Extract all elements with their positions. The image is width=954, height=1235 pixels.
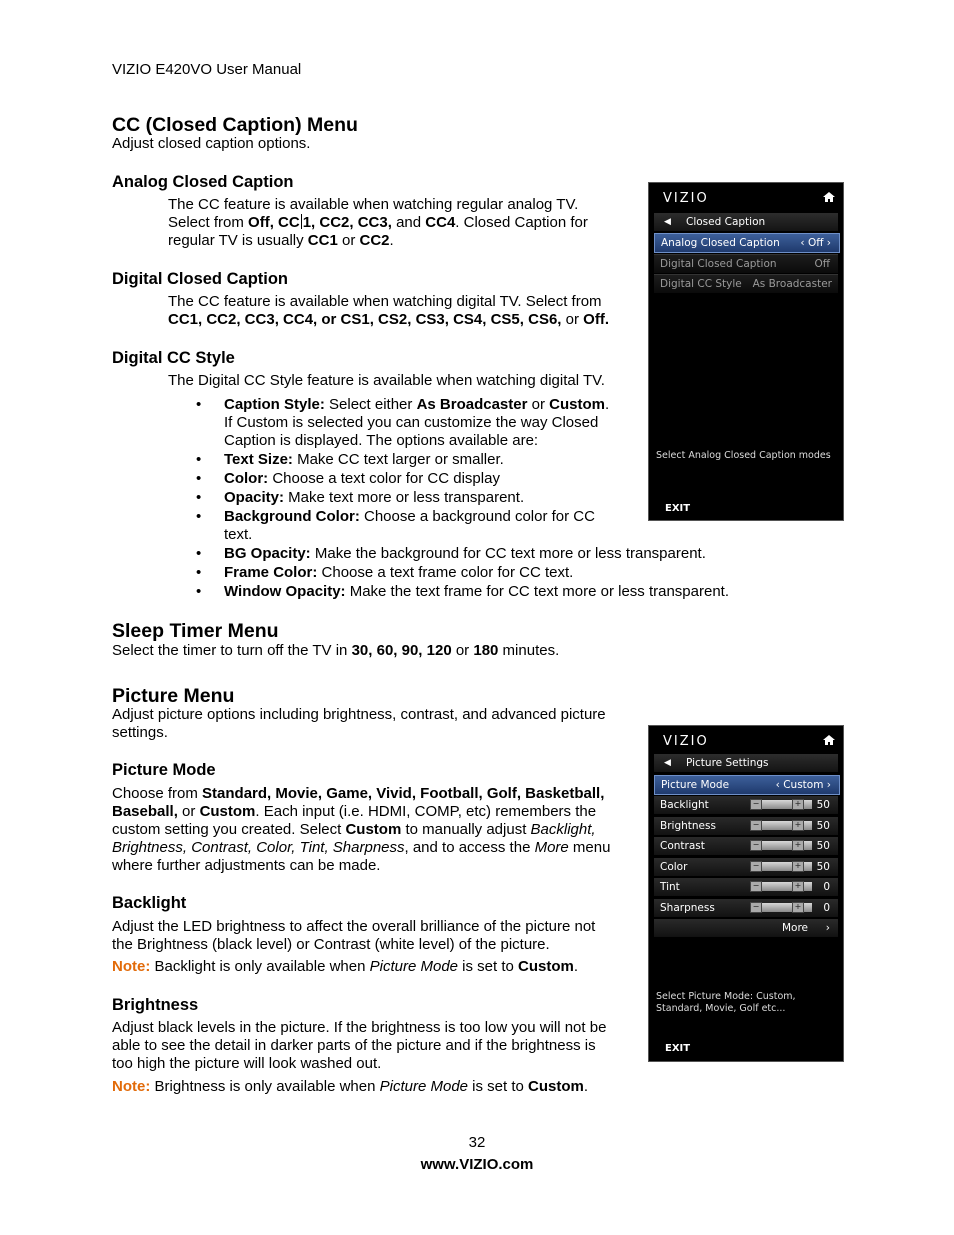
plus-icon: + (792, 799, 804, 810)
brightness-text: Adjust black levels in the picture. If the brightness is too low you will not be able to see the detail in darker parts of the picture and if the brightness is too high the picture will look washed out. Note: Brightness is only available when Picture Mode is set to Custom. (112, 1019, 607, 1095)
arrow-right-icon: › (825, 922, 830, 934)
heading-picture-mode: Picture Mode (112, 761, 216, 779)
help-text: Select Analog Closed Caption modes (656, 450, 831, 461)
menu-row-contrast[interactable]: Contrast − + 50 (654, 837, 838, 855)
minus-icon: − (750, 799, 762, 810)
heading-analog-cc: Analog Closed Caption (112, 173, 294, 191)
bullet: • (196, 396, 202, 413)
bullet: • (196, 489, 202, 506)
backlight-text: Adjust the LED brightness to affect the overall brilliance of the picture not the Brightness (black level) or Contrast (white level) of the picture. Note: Backlight is only available when Picture Mode is set to Custom. (112, 918, 596, 975)
digital-cc-style-text: The Digital CC Style feature is available when watching digital TV. (168, 372, 605, 389)
arrow-right-icon: › (823, 779, 831, 791)
minus-icon: − (750, 902, 762, 913)
minus-icon: − (750, 840, 762, 851)
arrow-right-icon: › (823, 237, 831, 249)
picture-intro: Adjust picture options including brightness, contrast, and advanced picture settings. (112, 706, 606, 741)
plus-icon: + (792, 840, 804, 851)
closed-caption-menu-screenshot (648, 182, 844, 521)
bullet-color: Color: Choose a text color for CC display (224, 470, 500, 487)
menu-row-color[interactable]: Color − + 50 (654, 858, 838, 876)
minus-icon: − (750, 820, 762, 831)
back-arrow-icon: ◀ (664, 758, 671, 768)
bullet-opacity: Opacity: Make text more or less transparent. (224, 489, 525, 506)
bullet-bg-opacity: BG Opacity: Make the background for CC text more or less transparent. (224, 545, 706, 562)
slider[interactable] (750, 821, 812, 830)
bullet: • (196, 545, 202, 562)
menu-row-backlight[interactable]: Backlight − + 50 (654, 796, 838, 814)
heading-backlight: Backlight (112, 894, 187, 912)
bullet-caption-style: Caption Style: Select either As Broadcaster or Custom. If Custom is selected you can customize the way Closed Caption is displayed. The options available are: (224, 396, 610, 449)
arrow-left-icon: ‹ (775, 779, 784, 791)
footer-url[interactable]: www.VIZIO.com (420, 1156, 534, 1173)
exit-button[interactable]: EXIT (665, 503, 691, 514)
sleep-timer-text: Select the timer to turn off the TV in 30, 60, 90, 120 or 180 minutes. (112, 642, 560, 659)
menu-row-digital-cc-style[interactable]: Digital CC Style As Broadcaster (654, 274, 838, 293)
bullet-window-opacity: Window Opacity: Make the text frame for CC text more or less transparent. (224, 583, 730, 600)
page-number: 32 (468, 1134, 486, 1151)
plus-icon: + (792, 861, 804, 872)
bullet-text-size: Text Size: Make CC text larger or smaller. (224, 451, 504, 468)
heading-digital-cc: Digital Closed Caption (112, 270, 289, 288)
heading-digital-cc-style: Digital CC Style (112, 349, 235, 367)
bullet-frame-color: Frame Color: Choose a text frame color for CC text. (224, 564, 574, 581)
menu-row-analog-cc[interactable]: Analog Closed Caption ‹ Off › (654, 233, 840, 253)
bullet: • (196, 451, 202, 468)
menu-row-digital-cc[interactable]: Digital Closed Caption Off (654, 254, 838, 273)
plus-icon: + (792, 881, 804, 892)
menu-row-tint[interactable]: Tint − + 0 (654, 878, 838, 896)
slider[interactable] (750, 841, 812, 850)
home-icon (823, 192, 835, 202)
cc-intro: Adjust closed caption options. (112, 135, 311, 152)
slider[interactable] (750, 882, 812, 891)
minus-icon: − (750, 881, 762, 892)
section-title-cc: CC (Closed Caption) Menu (112, 114, 358, 136)
menu-row-sharpness[interactable]: Sharpness − + 0 (654, 899, 838, 917)
section-title-picture: Picture Menu (112, 685, 235, 707)
slider[interactable] (750, 903, 812, 912)
help-text: Select Picture Mode: Custom, Standard, Movie, Golf etc... (656, 991, 796, 1014)
text-cursor (301, 214, 302, 229)
menu-row-more[interactable]: More › (654, 919, 838, 937)
vizio-logo: VIZIO (663, 734, 709, 749)
slider[interactable] (750, 800, 812, 809)
plus-icon: + (792, 902, 804, 913)
vizio-logo: VIZIO (663, 191, 709, 206)
arrow-left-icon: ‹ (800, 237, 808, 249)
menu-row-picture-mode[interactable]: Picture Mode ‹ Custom › (654, 775, 840, 795)
analog-cc-text: The CC feature is available when watching regular analog TV. Select from Off, CC 1, CC2, CC3, and CC4. Closed Caption for regular TV is usually CC1 or CC2. (168, 196, 588, 249)
running-header: VIZIO E420VO User Manual (112, 61, 302, 78)
plus-icon: + (792, 820, 804, 831)
heading-brightness: Brightness (112, 996, 199, 1014)
menu-row-brightness[interactable]: Brightness − + 50 (654, 817, 838, 835)
picture-menu-screenshot (648, 725, 844, 1062)
minus-icon: − (750, 861, 762, 872)
bullet-background-color: Background Color: Choose a background color for CC text. (224, 508, 595, 543)
digital-cc-text: The CC feature is available when watching digital TV. Select from CC1, CC2, CC3, CC4, or CS1, CS2, CS3, CS4, CS5, CS6, or Off. (168, 293, 609, 328)
slider[interactable] (750, 862, 812, 871)
back-arrow-icon: ◀ (664, 217, 671, 227)
home-icon (823, 735, 835, 745)
exit-button[interactable]: EXIT (665, 1043, 691, 1054)
bullet: • (196, 470, 202, 487)
bullet: • (196, 583, 202, 600)
picture-mode-text: Choose from Standard, Movie, Game, Vivid, Football, Golf, Basketball, Baseball, or Custom. Each input (i.e. HDMI, COMP, etc) remembers the custom setting you created. Select Custom to manually adjust Backlight, Brightness, Contrast, Color, Tint, Sharpness, and to access the More menu where further adjustments can be made. (112, 785, 611, 874)
bullet: • (196, 508, 202, 525)
section-title-sleep-timer: Sleep Timer Menu (112, 620, 279, 642)
bullet: • (196, 564, 202, 581)
submenu-bar[interactable]: ◀ Closed Caption (654, 213, 838, 231)
submenu-bar[interactable]: ◀ Picture Settings (654, 754, 838, 772)
